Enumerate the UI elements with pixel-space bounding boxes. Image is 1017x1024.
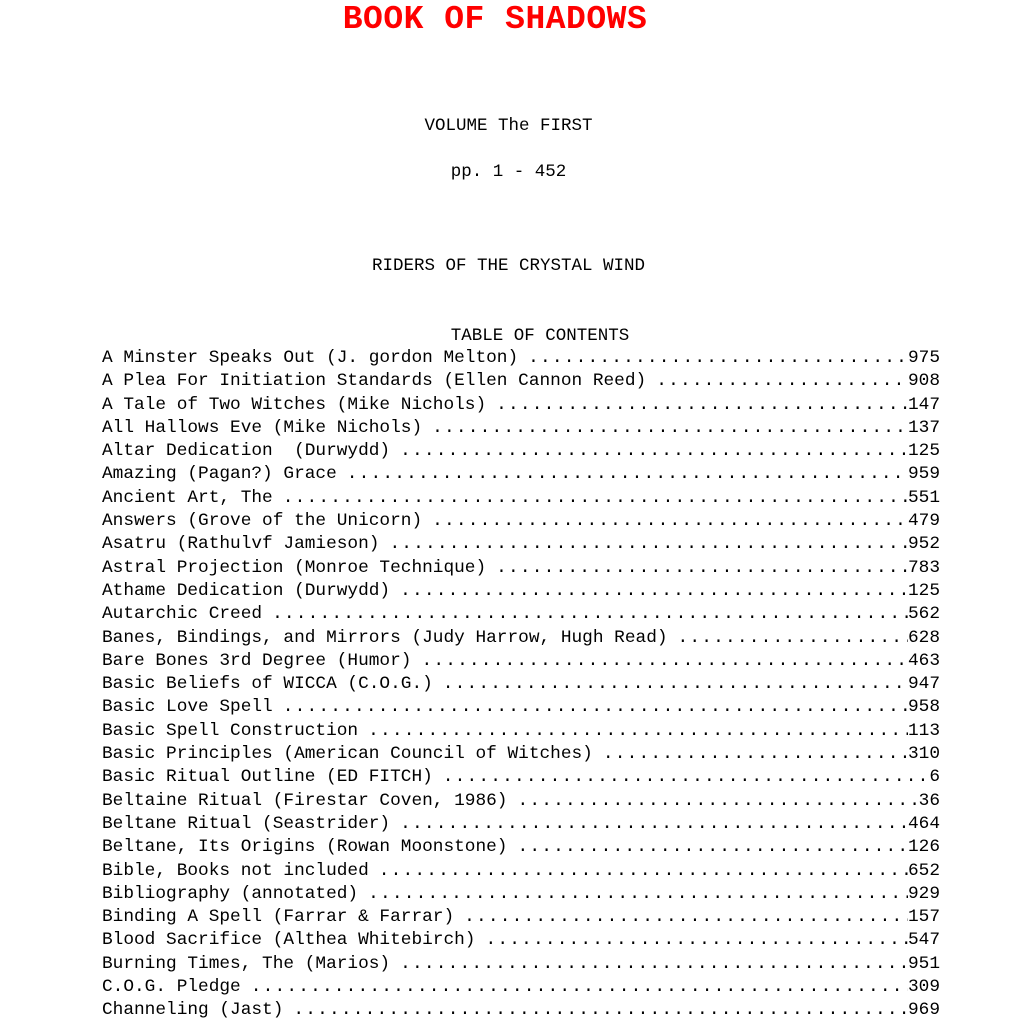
toc-entry <box>102 347 940 370</box>
toc-entry <box>102 976 940 999</box>
toc-entry-title: Basic Principles (American Council of Witches) <box>102 744 593 765</box>
toc-dot-leader <box>603 743 908 766</box>
toc-entry <box>102 440 940 463</box>
toc-entry-title: Blood Sacrifice (Althea Whitebirch) <box>102 930 476 951</box>
toc-entry-title: Bare Bones 3rd Degree (Humor) <box>102 650 412 671</box>
toc-entry-page-number: 36 <box>918 790 940 811</box>
toc-dot-leader <box>400 953 908 976</box>
toc-entry <box>102 673 940 696</box>
toc-dot-leader <box>368 883 908 906</box>
toc-entry-title: Beltane Ritual (Seastrider) <box>102 813 391 834</box>
toc-entry-title: Answers (Grove of the Unicorn) <box>102 511 423 532</box>
toc-dot-leader <box>283 696 908 719</box>
volume-label: VOLUME The FIRST <box>424 116 593 136</box>
toc-entry-title: Banes, Bindings, and Mirrors (Judy Harrow, Hugh Read) <box>102 627 668 648</box>
toc-entry-page-number: 125 <box>907 580 940 601</box>
toc-dot-leader <box>389 533 908 556</box>
toc-entry <box>102 929 940 952</box>
toc-dot-leader <box>251 976 908 999</box>
toc-entry-title: A Plea For Initiation Standards (Ellen Cannon Reed) <box>102 371 647 392</box>
toc-dot-leader <box>443 673 908 696</box>
toc-entry-page-number: 652 <box>907 860 940 881</box>
toc-entry-title: Basic Beliefs of WICCA (C.O.G.) <box>102 674 433 695</box>
toc-entry-page-number: 975 <box>907 348 940 368</box>
toc-entry <box>102 836 940 859</box>
toc-entry-page-number: 310 <box>907 744 940 765</box>
toc-entry-title: Asatru (Rathulvf Jamieson) <box>102 534 380 555</box>
toc-entry <box>102 580 940 603</box>
toc-entry-title: Beltaine Ritual (Firestar Coven, 1986) <box>102 790 508 811</box>
toc-entry <box>102 463 940 486</box>
toc-entry-page-number: 628 <box>907 627 940 648</box>
toc-entry-title: A Minster Speaks Out (J. gordon Melton) <box>102 348 519 368</box>
toc-entry <box>102 999 940 1022</box>
toc-dot-leader <box>421 650 908 673</box>
toc-entry-title: Basic Love Spell <box>102 697 273 718</box>
page-range: pp. 1 - 452 <box>450 162 567 182</box>
toc-entry <box>102 953 940 976</box>
toc-dot-leader <box>443 766 930 789</box>
toc-entry-page-number: 783 <box>907 557 940 578</box>
toc-entry <box>102 860 940 883</box>
toc-entry <box>102 906 940 929</box>
toc-entry-page-number: 479 <box>907 511 940 532</box>
toc-entry-title: Burning Times, The (Marios) <box>102 953 391 974</box>
toc-dot-leader <box>464 906 908 929</box>
toc-entry <box>102 370 940 393</box>
toc-entry <box>102 510 940 533</box>
toc-entry-title: Altar Dedication (Durwydd) <box>102 441 391 462</box>
toc-entry-page-number: 958 <box>907 697 940 718</box>
toc-dot-leader <box>485 929 908 952</box>
toc-entry <box>102 766 940 789</box>
toc-entry-title: Amazing (Pagan?) Grace <box>102 464 337 485</box>
toc-dot-leader <box>272 603 908 626</box>
toc-entry-page-number: 562 <box>907 604 940 625</box>
toc-entry <box>102 813 940 836</box>
toc-dot-leader <box>400 440 908 463</box>
toc-entry <box>102 533 940 556</box>
toc-entry-page-number: 147 <box>907 394 940 415</box>
toc-entry-page-number: 951 <box>907 953 940 974</box>
toc-entry-page-number: 464 <box>907 813 940 834</box>
toc-entry <box>102 790 940 813</box>
toc-dot-leader <box>496 394 908 417</box>
toc-entry-page-number: 959 <box>907 464 940 485</box>
toc-entry-title: Athame Dedication (Durwydd) <box>102 580 391 601</box>
toc-entry-page-number: 547 <box>907 930 940 951</box>
toc-dot-leader <box>432 417 908 440</box>
toc-entry <box>102 883 940 906</box>
toc-dot-leader <box>517 836 908 859</box>
toc-entry-page-number: 947 <box>907 674 940 695</box>
toc-entry <box>102 720 940 743</box>
toc-dot-leader <box>283 487 908 510</box>
toc-entry-page-number: 952 <box>907 534 940 555</box>
toc-entry-page-number: 463 <box>907 650 940 671</box>
toc-entry-title: C.O.G. Pledge <box>102 977 241 998</box>
toc-dot-leader <box>347 463 908 486</box>
toc-dot-leader <box>496 557 908 580</box>
toc-dot-leader <box>400 813 908 836</box>
toc-entry-page-number: 969 <box>907 1000 940 1021</box>
toc-dot-leader <box>678 627 908 650</box>
toc-entry-title: Autarchic Creed <box>102 604 263 625</box>
toc-entry-page-number: 157 <box>907 907 940 928</box>
toc-entry <box>102 603 940 626</box>
toc-entry-page-number: 126 <box>907 837 940 858</box>
document-title: BOOK OF SHADOWS <box>342 1 648 38</box>
toc-entry-page-number: 908 <box>907 371 940 392</box>
toc-entry-page-number: 929 <box>907 883 940 904</box>
table-of-contents <box>102 347 940 1023</box>
toc-entry-title: Ancient Art, The <box>102 487 273 508</box>
toc-entry-title: All Hallows Eve (Mike Nichols) <box>102 417 423 438</box>
toc-dot-leader <box>400 580 908 603</box>
toc-entry-page-number: 6 <box>929 767 940 788</box>
toc-entry-page-number: 125 <box>907 441 940 462</box>
toc-dot-leader <box>517 790 918 813</box>
toc-entry-title: Bibliography (annotated) <box>102 883 359 904</box>
toc-dot-leader <box>293 999 908 1022</box>
toc-dot-leader <box>528 347 908 370</box>
toc-entry-title: Binding A Spell (Farrar & Farrar) <box>102 907 455 928</box>
toc-entry <box>102 650 940 673</box>
toc-entry <box>102 487 940 510</box>
toc-entry-page-number: 309 <box>907 977 940 998</box>
toc-entry-title: A Tale of Two Witches (Mike Nichols) <box>102 394 487 415</box>
toc-dot-leader <box>656 370 908 393</box>
toc-entry <box>102 696 940 719</box>
toc-entry-title: Astral Projection (Monroe Technique) <box>102 557 487 578</box>
toc-dot-leader <box>368 720 908 743</box>
toc-entry-title: Basic Ritual Outline (ED FITCH) <box>102 767 433 788</box>
toc-entry <box>102 417 940 440</box>
toc-entry-title: Beltane, Its Origins (Rowan Moonstone) <box>102 837 508 858</box>
toc-entry-page-number: 137 <box>907 417 940 438</box>
toc-entry-page-number: 551 <box>907 487 940 508</box>
toc-entry <box>102 627 940 650</box>
toc-entry <box>102 394 940 417</box>
toc-dot-leader <box>379 860 908 883</box>
toc-entry-title: Channeling (Jast) <box>102 1000 284 1021</box>
toc-heading: TABLE OF CONTENTS <box>450 326 630 346</box>
toc-entry-title: Bible, Books not included <box>102 860 369 881</box>
toc-entry-page-number: 113 <box>907 720 940 741</box>
toc-entry <box>102 743 940 766</box>
toc-entry <box>102 557 940 580</box>
toc-dot-leader <box>432 510 908 533</box>
publisher-line: RIDERS OF THE CRYSTAL WIND <box>371 256 646 276</box>
toc-entry-title: Basic Spell Construction <box>102 720 359 741</box>
